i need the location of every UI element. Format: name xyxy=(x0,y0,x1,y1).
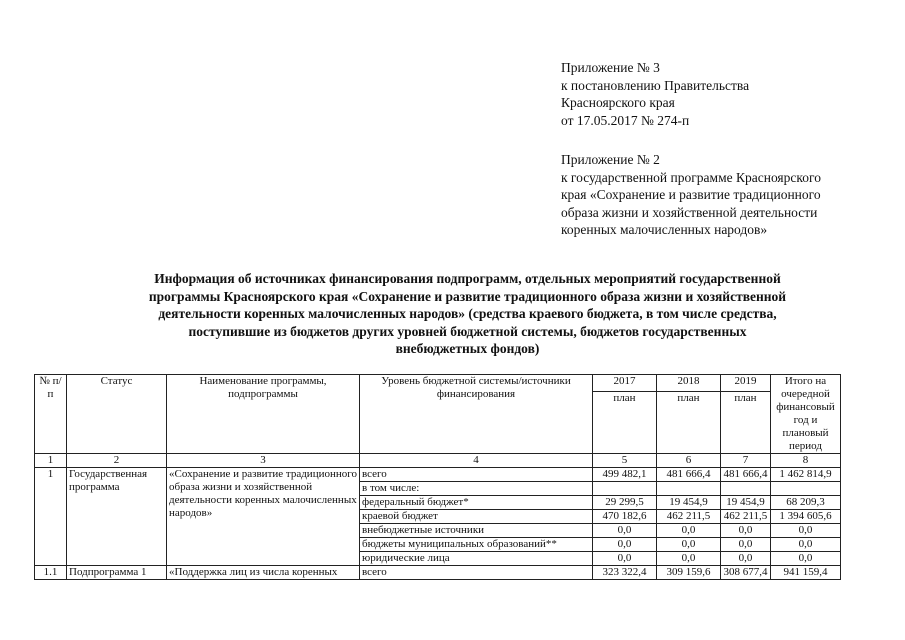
header-year-2019: 2019 xyxy=(721,375,771,392)
col-number: 2 xyxy=(67,454,167,468)
title-line: программы Красноярского края «Сохранение и развитие традиционного образа жизни и хозяйственной xyxy=(148,288,787,304)
value-2018: 0,0 xyxy=(657,524,721,538)
value-2018 xyxy=(657,482,721,496)
header-total: Итого на очередной финансовый год и плановый период xyxy=(771,375,841,454)
subprogram-status: Подпрограмма 1 xyxy=(67,566,167,580)
header-row xyxy=(35,375,841,392)
title-line: деятельности коренных малочисленных народов» (средства краевого бюджета, в том числе средства, xyxy=(158,306,777,321)
value-total: 0,0 xyxy=(771,538,841,552)
value-2019: 481 666,4 xyxy=(721,468,771,482)
value-2017: 470 182,6 xyxy=(593,510,657,524)
col-number: 5 xyxy=(593,454,657,468)
value-2017: 29 299,5 xyxy=(593,496,657,510)
subprogram-name: «Поддержка лиц из числа коренных xyxy=(167,566,360,580)
level-cell: юридические лица xyxy=(360,552,593,566)
value-2017 xyxy=(593,482,657,496)
col-number: 6 xyxy=(657,454,721,468)
value-2018: 481 666,4 xyxy=(657,468,721,482)
value-2018: 19 454,9 xyxy=(657,496,721,510)
value-total: 1 462 814,9 xyxy=(771,468,841,482)
header-year-2018: 2018 xyxy=(657,375,721,392)
header-status: Статус xyxy=(67,375,167,454)
annex-2-line: края «Сохранение и развитие традиционного xyxy=(561,187,821,202)
value-2018: 0,0 xyxy=(657,552,721,566)
header-num: № п/п xyxy=(35,375,67,454)
financing-table xyxy=(34,374,841,580)
title-line: внебюджетных фондов) xyxy=(395,341,540,356)
col-number: 3 xyxy=(167,454,360,468)
subprogram-num: 1.1 xyxy=(35,566,67,580)
header-plan-2019: план xyxy=(721,392,771,454)
level-cell: всего xyxy=(360,566,593,580)
annex-3-line: к постановлению Правительства xyxy=(561,77,750,93)
col-number: 4 xyxy=(360,454,593,468)
value-2017: 0,0 xyxy=(593,524,657,538)
col-number: 1 xyxy=(35,454,67,468)
value-total: 941 159,4 xyxy=(771,566,841,580)
value-2017: 499 482,1 xyxy=(593,468,657,482)
header-plan-2018: план xyxy=(657,392,721,454)
annex-3-line: Приложение № 3 xyxy=(561,60,660,75)
annex-2-line: коренных малочисленных народов» xyxy=(561,222,768,237)
level-cell: краевой бюджет xyxy=(360,510,593,524)
value-2017: 0,0 xyxy=(593,552,657,566)
level-cell: бюджеты муниципальных образований** xyxy=(360,538,593,552)
value-total: 0,0 xyxy=(771,524,841,538)
annex-3-line: Красноярского края xyxy=(561,95,675,110)
value-2018: 309 159,6 xyxy=(657,566,721,580)
value-2017: 0,0 xyxy=(593,538,657,552)
value-total: 68 209,3 xyxy=(771,496,841,510)
annex-3-block xyxy=(561,59,749,129)
value-2018: 0,0 xyxy=(657,538,721,552)
document-title xyxy=(100,270,835,358)
program-status: Государственная программа xyxy=(67,468,167,566)
value-2019: 462 211,5 xyxy=(721,510,771,524)
header-plan-2017: план xyxy=(593,392,657,454)
level-cell: внебюджетные источники xyxy=(360,524,593,538)
annex-2-block xyxy=(561,151,821,239)
header-year-2017: 2017 xyxy=(593,375,657,392)
value-total: 0,0 xyxy=(771,552,841,566)
column-number-row xyxy=(35,454,841,468)
program-num: 1 xyxy=(35,468,67,566)
table-row xyxy=(35,566,841,580)
col-number: 8 xyxy=(771,454,841,468)
program-name: «Сохранение и развитие традиционного образа жизни и хозяйственной деятельности коренных малочисленных народов» xyxy=(167,468,360,566)
title-line: Информация об источниках финансирования подпрограмм, отдельных мероприятий государственной xyxy=(154,271,781,286)
value-total xyxy=(771,482,841,496)
annex-2-line: к государственной программе Красноярского xyxy=(561,169,821,185)
table-row xyxy=(35,468,841,482)
value-2019: 0,0 xyxy=(721,538,771,552)
header-level: Уровень бюджетной системы/источники финансирования xyxy=(360,375,593,454)
level-cell: в том числе: xyxy=(360,482,593,496)
annex-3-line: от 17.05.2017 № 274-п xyxy=(561,112,690,128)
value-total: 1 394 605,6 xyxy=(771,510,841,524)
value-2019 xyxy=(721,482,771,496)
value-2017: 323 322,4 xyxy=(593,566,657,580)
title-line: поступившие из бюджетов других уровней бюджетной системы, бюджетов государственных xyxy=(188,323,747,339)
col-number: 7 xyxy=(721,454,771,468)
value-2019: 308 677,4 xyxy=(721,566,771,580)
annex-2-line: образа жизни и хозяйственной деятельности xyxy=(561,204,818,220)
value-2019: 19 454,9 xyxy=(721,496,771,510)
value-2019: 0,0 xyxy=(721,552,771,566)
value-2019: 0,0 xyxy=(721,524,771,538)
value-2018: 462 211,5 xyxy=(657,510,721,524)
level-cell: федеральный бюджет* xyxy=(360,496,593,510)
annex-2-line: Приложение № 2 xyxy=(561,152,660,167)
level-cell: всего xyxy=(360,468,593,482)
header-name: Наименование программы, подпрограммы xyxy=(167,375,360,454)
